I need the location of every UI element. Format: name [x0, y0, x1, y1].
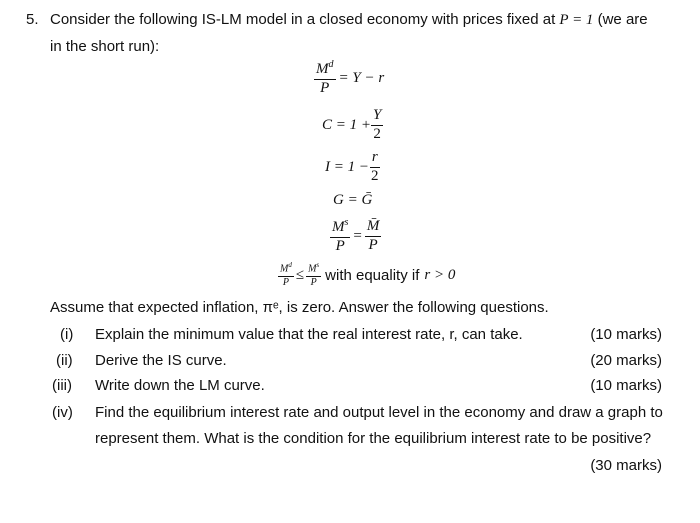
mbar-over-p-fraction: $\frac{M̄}{P}$	[366, 218, 380, 253]
assumption-text: Assume that expected inflation, πᵉ, is zero. Answer the following questions.	[50, 299, 549, 316]
investment-equation	[325, 150, 381, 185]
y-over-2-fraction: $\frac{Y}{2}$	[373, 107, 382, 142]
ms-p-small-fraction: $\frac{M^s}{P}$	[308, 261, 320, 288]
md-over-p-fraction: $\frac{M^d}{P}$	[316, 59, 334, 96]
inequality-text: with equality if	[325, 266, 420, 284]
price-equation: P = 1	[559, 12, 594, 28]
question-intro-line1	[50, 11, 648, 29]
part-number: (i)	[60, 326, 74, 343]
question-intro-line2: in the short run):	[50, 38, 160, 55]
part-marks: (10 marks)	[590, 377, 662, 394]
inequality-condition: r > 0	[424, 266, 456, 283]
eq5-equals: =	[353, 227, 362, 244]
question-number: 5.	[26, 11, 39, 28]
part-text-continued: represent them. What is the condition for the equilibrium interest rate to be positive?	[95, 430, 652, 447]
leq-symbol: ≤	[295, 266, 305, 283]
part-text: Write down the LM curve.	[95, 377, 265, 394]
part-text: Find the equilibrium interest rate and output level in the economy and draw a graph to	[95, 404, 663, 421]
part-marks: (30 marks)	[590, 457, 662, 474]
md-p-small-fraction: $\frac{M^d}{P}$	[280, 261, 292, 288]
part-number: (ii)	[56, 352, 73, 369]
part-number: (iv)	[52, 404, 73, 421]
government-equation: G = Ḡ	[333, 192, 373, 208]
eq1-rhs: = Y − r	[338, 69, 385, 86]
part-text: Explain the minimum value that the real interest rate, r, can take.	[95, 326, 523, 343]
money-supply-equation	[330, 218, 381, 255]
part-number: (iii)	[52, 377, 72, 394]
part-marks: (10 marks)	[590, 326, 662, 343]
eq2-lhs: C = 1 +	[322, 116, 371, 133]
intro-tail: (we are	[597, 11, 648, 28]
consumption-equation	[322, 108, 383, 143]
ms-over-p-fraction: $\frac{M^s}{P}$	[332, 217, 349, 254]
part-text: Derive the IS curve.	[95, 352, 227, 369]
eq3-lhs: I = 1 −	[325, 158, 369, 175]
intro-text: Consider the following IS-LM model in a closed economy with prices fixed at	[50, 11, 556, 28]
money-inequality	[278, 262, 455, 288]
r-over-2-fraction: $\frac{r}{2}$	[371, 149, 379, 184]
part-marks: (20 marks)	[590, 352, 662, 369]
money-demand-equation	[314, 60, 387, 97]
